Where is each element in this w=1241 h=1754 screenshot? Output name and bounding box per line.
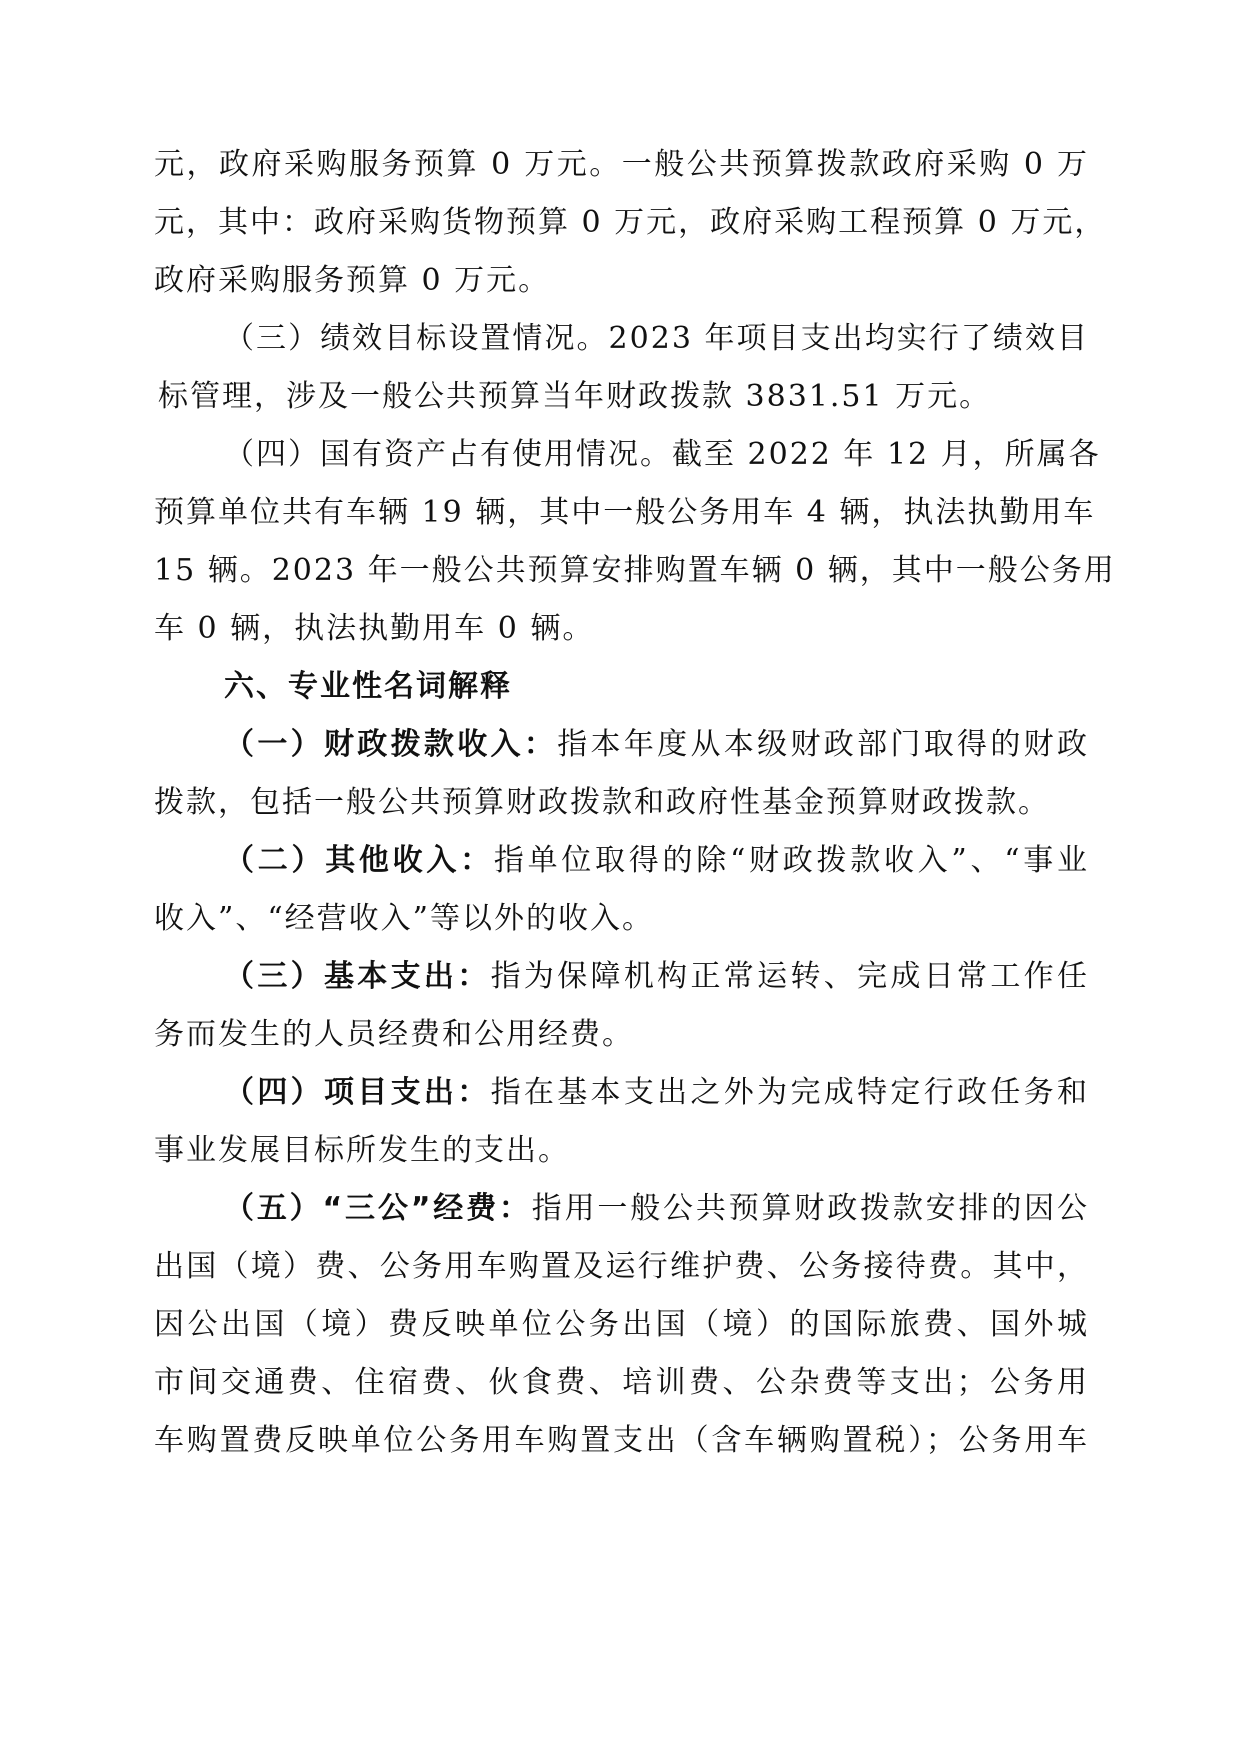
paragraph-line: （三）绩效目标设置情况。2023 年项目支出均实行了绩效目 [224, 321, 1089, 356]
term-line: 事业发展目标所发生的支出。 [154, 1133, 570, 1168]
term-text: 指在基本支出之外为完成特定行政任务和 [490, 1075, 1090, 1110]
paragraph-line: 政府采购服务预算 0 万元。 [154, 263, 551, 298]
term-first-line [224, 841, 1089, 881]
term-line: 收入”、“经营收入”等以外的收入。 [154, 901, 655, 936]
term-line: 务而发生的人员经费和公用经费。 [154, 1017, 634, 1052]
paragraph-line: 元，政府采购服务预算 0 万元。一般公共预算拨款政府采购 0 万 [154, 147, 1089, 182]
term-label: （四）项目支出： [224, 1075, 491, 1110]
section-heading: 六、专业性名词解释 [224, 669, 512, 704]
term-text: 指用一般公共预算财政拨款安排的因公 [531, 1191, 1090, 1226]
term-label: （一）财政拨款收入： [224, 727, 558, 762]
paragraph-line: 预算单位共有车辆 19 辆，其中一般公务用车 4 辆，执法执勤用车 [154, 495, 1096, 530]
term-line: 因公出国（境）费反映单位公务出国（境）的国际旅费、国外城 [154, 1307, 1089, 1342]
paragraph-line: 15 辆。2023 年一般公共预算安排购置车辆 0 辆，其中一般公务用 [154, 553, 1116, 588]
term-first-line [224, 957, 1089, 997]
term-label: （五）“三公”经费： [224, 1191, 532, 1226]
paragraph-line: （四）国有资产占有使用情况。截至 2022 年 12 月，所属各 [224, 437, 1101, 472]
term-first-line [224, 1073, 1089, 1113]
term-text: 指为保障机构正常运转、完成日常工作任 [490, 959, 1090, 994]
term-line: 市间交通费、住宿费、伙食费、培训费、公杂费等支出；公务用 [154, 1365, 1089, 1400]
term-label: （三）基本支出： [224, 959, 491, 994]
term-first-line [224, 725, 1089, 765]
term-line: 车购置费反映单位公务用车购置支出（含车辆购置税）；公务用车 [154, 1423, 1089, 1458]
paragraph-line: 标管理，涉及一般公共预算当年财政拨款 3831.51 万元。 [158, 379, 992, 414]
paragraph-line: 车 0 辆，执法执勤用车 0 辆。 [154, 611, 595, 646]
paragraph-line: 元，其中：政府采购货物预算 0 万元，政府采购工程预算 0 万元， [154, 205, 1107, 240]
term-line: 出国（境）费、公务用车购置及运行维护费、公务接待费。其中， [154, 1249, 1089, 1284]
term-text: 指本年度从本级财政部门取得的财政 [557, 727, 1090, 762]
term-line: 拨款，包括一般公共预算财政拨款和政府性基金预算财政拨款。 [154, 785, 1050, 820]
term-label: （二）其他收入： [224, 843, 494, 878]
term-first-line [224, 1189, 1089, 1229]
term-text: 指单位取得的除“财政拨款收入”、“事业 [493, 843, 1089, 878]
